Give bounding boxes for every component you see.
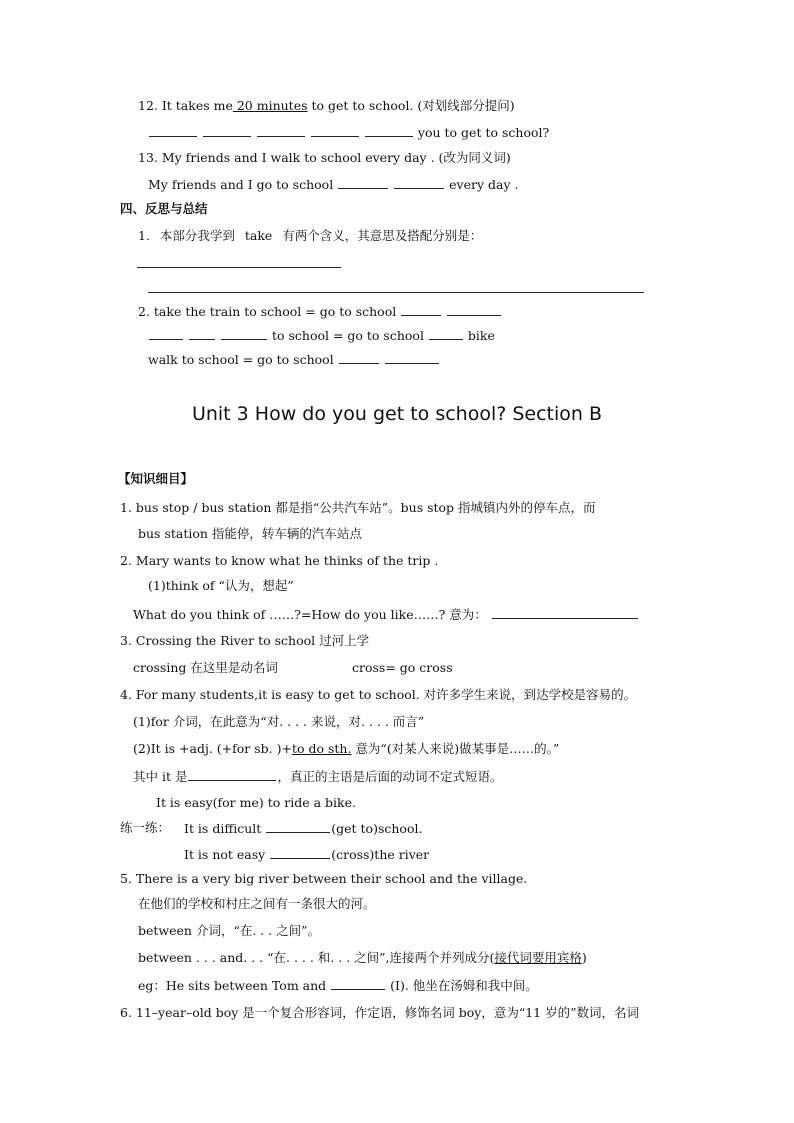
answer-blank[interactable] xyxy=(221,327,267,340)
p5-line4-pre: between . . . and. . . “在. . . . 和. . . 之间”,连接两个并列成分( xyxy=(138,950,495,965)
p4-line4-post: ，真正的主语是后面的动词不定式短语。 xyxy=(277,769,503,784)
answer-blank[interactable] xyxy=(365,124,413,137)
q12-answer xyxy=(148,124,549,141)
section4-heading: 四、反思与总结 xyxy=(120,201,208,216)
answer-blank[interactable] xyxy=(266,820,330,833)
p5-line1: 5. There is a very big river between their school and the village. xyxy=(120,871,528,886)
p2-line3 xyxy=(133,606,639,623)
answer-blank[interactable] xyxy=(311,124,359,137)
section4-item2-line1 xyxy=(138,303,502,320)
p1-line1: 1. bus stop / bus station 都是指“公共汽车站”。bus stop 指城镇内外的停车点，而 xyxy=(120,500,596,515)
practice1 xyxy=(184,820,422,837)
answer-blank[interactable] xyxy=(338,176,388,189)
p4-line3-ul: to do sth. xyxy=(291,741,352,756)
practice-label: 练一练： xyxy=(120,820,171,835)
p3-line2a: crossing 在这里是动名词 xyxy=(133,660,278,675)
item2-line1-text: 2. take the train to school = go to school xyxy=(138,304,397,319)
p5-line2: 在他们的学校和村庄之间有一条很大的河。 xyxy=(138,896,376,911)
item2-line3-text: walk to school = go to school xyxy=(148,352,334,367)
p4-line4 xyxy=(133,768,502,785)
answer-blank[interactable] xyxy=(257,124,305,137)
q12-suffix: to get to school. (对划线部分提问) xyxy=(307,98,515,113)
unit-title: Unit 3 How do you get to school? Section B xyxy=(191,403,603,425)
p4-line1: 4. For many students,it is easy to get to school. 对许多学生来说，到达学校是容易的。 xyxy=(120,687,637,702)
answer-line[interactable] xyxy=(137,267,341,268)
answer-blank[interactable] xyxy=(149,124,197,137)
section4-item2-line3 xyxy=(148,351,440,368)
q12-underlined: 20 minutes xyxy=(232,98,308,113)
practice2-post: (cross)the river xyxy=(331,847,430,862)
p5-line4-post: ) xyxy=(581,950,587,965)
answer-blank[interactable] xyxy=(203,124,251,137)
p4-line3-pre: (2)It is +adj. (+for sb. )+ xyxy=(133,741,292,756)
p4-line3-post: 意为“(对某人来说)做某事是……的。” xyxy=(351,741,560,756)
knowledge-heading: 【知识细目】 xyxy=(118,471,194,486)
item2-line2-tail: bike xyxy=(467,328,495,343)
p2-line1: 2. Mary wants to know what he thinks of the trip . xyxy=(120,553,439,568)
practice1-pre: It is difficult xyxy=(184,821,262,836)
p5-line5 xyxy=(138,977,538,994)
practice2 xyxy=(184,846,429,863)
answer-blank[interactable] xyxy=(189,327,215,340)
answer-blank[interactable] xyxy=(429,327,463,340)
q13-answer xyxy=(148,176,519,193)
p1-line2: bus station 指能停，转车辆的汽车站点 xyxy=(138,526,362,541)
q12-prefix: 12. It takes me xyxy=(138,98,233,113)
p4-line2: (1)for 介词，在此意为“对. . . . 来说，对. . . . 而言” xyxy=(133,714,425,729)
q13-answer-start: My friends and I go to school xyxy=(148,177,334,192)
p3-line1: 3. Crossing the River to school 过河上学 xyxy=(120,633,370,648)
p3-line2b: cross= go cross xyxy=(352,660,453,675)
p5-line5-post: (I). 他坐在汤姆和我中间。 xyxy=(390,978,538,993)
section4-item2-line2 xyxy=(148,327,495,344)
p4-line4-pre: 其中 it 是 xyxy=(133,769,188,784)
answer-blank[interactable] xyxy=(492,606,638,619)
q12-line xyxy=(138,98,515,114)
p6-line1: 6. 11–year–old boy 是一个复合形容词，作定语，修饰名词 boy，意为“11 岁的”数词，名词 xyxy=(120,1005,639,1020)
p4-line3 xyxy=(133,741,559,757)
practice2-pre: It is not easy xyxy=(184,847,266,862)
practice1-post: (get to)school. xyxy=(331,821,423,836)
p2-line3-text: What do you think of ……?=How do you like……? 意为： xyxy=(133,607,487,622)
q13-line: 13. My friends and I walk to school every day . (改为同义词) xyxy=(138,150,511,165)
q12-answer-tail: you to get to school? xyxy=(417,125,550,140)
item2-line2-mid: to school = go to school xyxy=(271,328,424,343)
p4-line5: It is easy(for me) to ride a bike. xyxy=(156,795,356,810)
p5-line4-ul: 接代词要用宾格 xyxy=(494,950,582,965)
answer-blank[interactable] xyxy=(270,846,330,859)
answer-blank[interactable] xyxy=(339,351,379,364)
answer-blank[interactable] xyxy=(385,351,439,364)
p5-line5-pre: eg：He sits between Tom and xyxy=(138,978,327,993)
q13-answer-tail: every day . xyxy=(449,177,519,192)
section4-item1: 1. 本部分我学到 take 有两个含义，其意思及搭配分别是： xyxy=(138,228,483,243)
answer-blank[interactable] xyxy=(331,977,385,990)
answer-line[interactable] xyxy=(148,292,644,293)
answer-blank[interactable] xyxy=(149,327,183,340)
p5-line3: between 介词，“在. . . 之间”。 xyxy=(138,923,321,938)
answer-blank[interactable] xyxy=(188,768,276,781)
p2-line2: (1)think of “认为，想起” xyxy=(148,578,294,593)
answer-blank[interactable] xyxy=(394,176,444,189)
p5-line4 xyxy=(138,950,587,966)
answer-blank[interactable] xyxy=(401,303,441,316)
answer-blank[interactable] xyxy=(447,303,501,316)
